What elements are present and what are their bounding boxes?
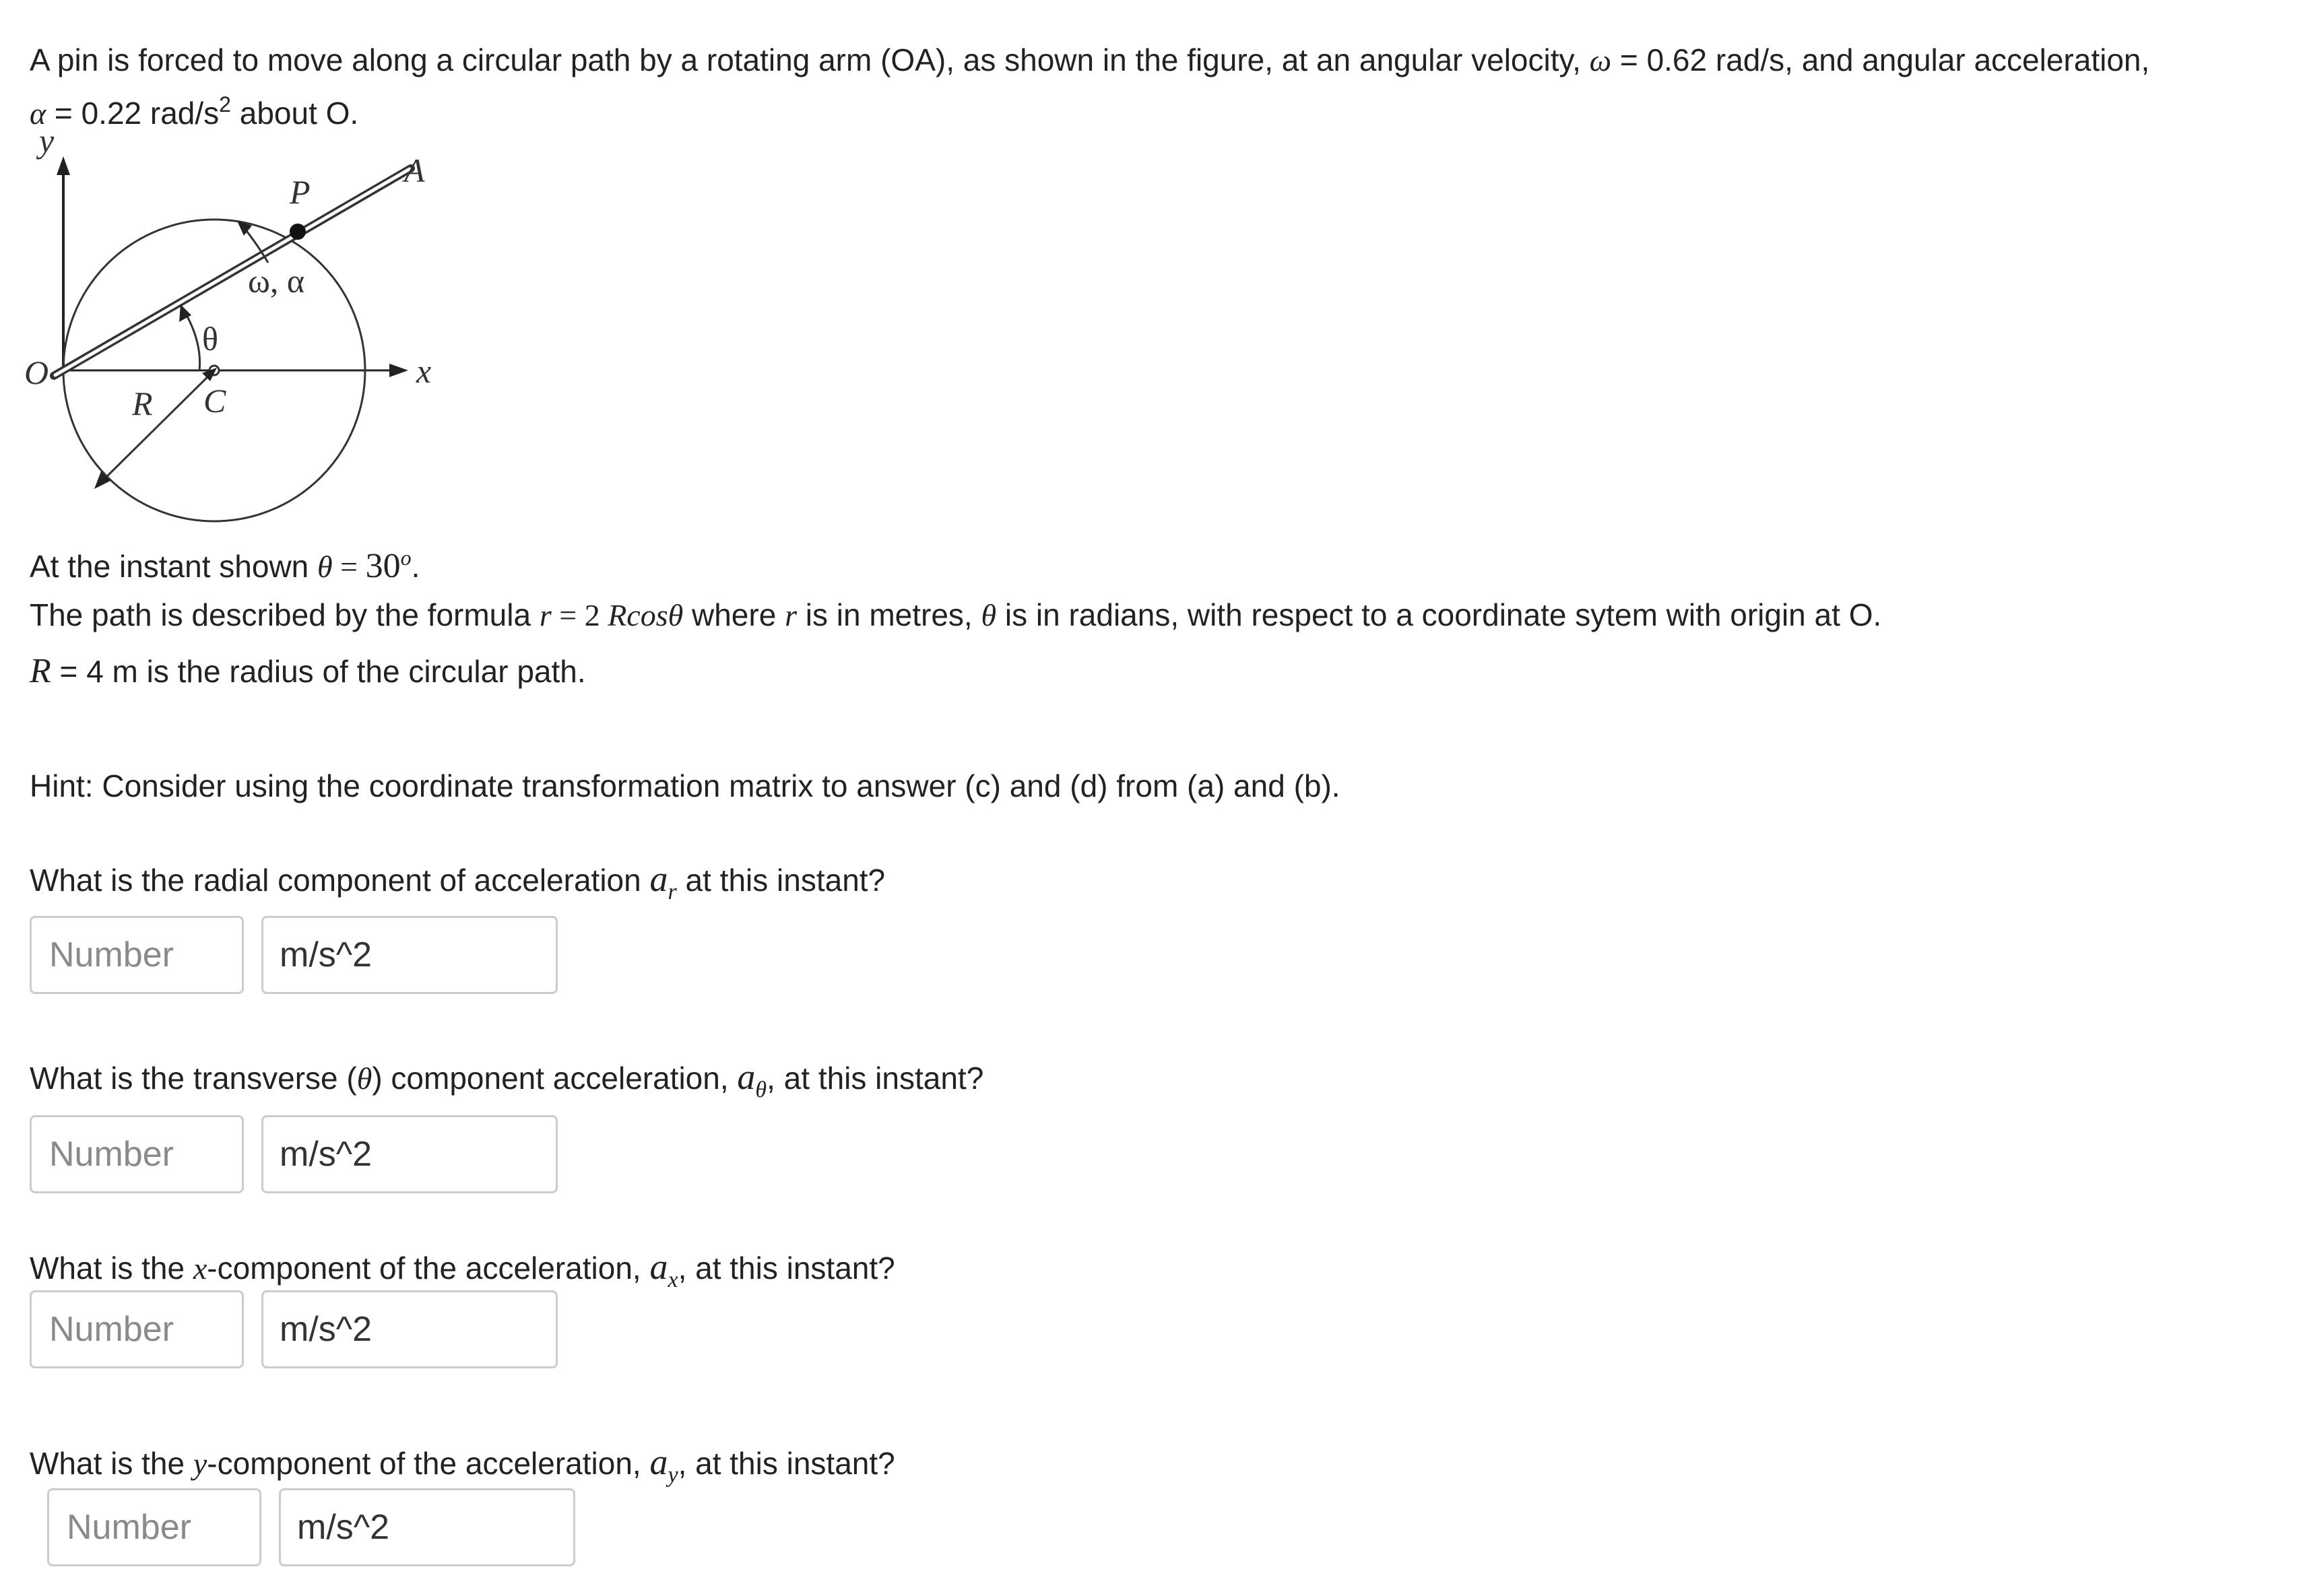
- alpha-value: = 0.22 rad/s: [46, 96, 220, 131]
- question-transverse-sub: θ: [755, 1077, 767, 1102]
- path-middle2: is in metres,: [796, 597, 981, 632]
- question-transverse-mid: ) component acceleration,: [372, 1061, 738, 1096]
- radial-unit-box: m/s^2: [261, 916, 558, 994]
- question-y-mid: -component of the acceleration,: [207, 1446, 650, 1481]
- question-y-symbol: a: [649, 1442, 668, 1482]
- omega-value: = 0.62 rad/s, and angular acceleration,: [1611, 42, 2150, 77]
- label-r: R: [132, 385, 153, 422]
- theta-arc: [186, 314, 200, 370]
- instant-line: [30, 535, 420, 589]
- label-c: C: [203, 382, 226, 420]
- path-theta: θ: [981, 598, 997, 632]
- question-radial-sub: r: [668, 879, 677, 904]
- label-o: O: [24, 354, 49, 391]
- question-transverse-prefix: What is the transverse (: [30, 1061, 357, 1096]
- radius-line: [101, 370, 214, 482]
- instant-suffix: .: [411, 549, 420, 584]
- question-x-symbol: a: [649, 1246, 668, 1287]
- path-middle: where: [683, 597, 785, 632]
- transverse-acceleration-input[interactable]: [30, 1115, 244, 1193]
- path-eq: = 2: [551, 598, 608, 632]
- radius-line-text: [30, 649, 586, 694]
- instant-eq: =: [332, 550, 366, 584]
- rotating-arm-inner: [55, 169, 410, 375]
- transverse-unit-box: m/s^2: [261, 1115, 558, 1193]
- radius-symbol: R: [30, 652, 51, 690]
- question-y-var: y: [193, 1447, 207, 1481]
- question-radial: [30, 857, 885, 915]
- question-radial-suffix: at this instant?: [676, 863, 886, 898]
- radial-acceleration-input[interactable]: [30, 916, 244, 994]
- question-x-var: x: [193, 1251, 207, 1286]
- instant-value: 30: [365, 547, 401, 585]
- instant-degree: o: [400, 545, 412, 570]
- instant-prefix: At the instant shown: [30, 549, 318, 584]
- label-x: x: [416, 352, 432, 390]
- path-formula: Rcosθ: [608, 598, 684, 632]
- question-transverse-theta: θ: [356, 1061, 373, 1096]
- question-x-suffix: , at this instant?: [678, 1251, 895, 1286]
- question-x-mid: -component of the acceleration,: [207, 1251, 650, 1286]
- y-axis-arrow-icon: [57, 156, 70, 175]
- path-suffix: is in radians, with respect to a coordinate sytem with origin at O.: [996, 597, 1882, 632]
- alpha-suffix: about O.: [230, 96, 359, 131]
- label-y: y: [39, 128, 55, 160]
- y-unit-box: m/s^2: [279, 1488, 575, 1566]
- path-line: [30, 593, 1881, 638]
- mechanism-figure: [0, 128, 445, 532]
- label-omega-alpha: ω, α: [248, 262, 305, 300]
- intro-text: A pin is forced to move along a circular path by a rotating arm (OA), as shown in the figure, at an angular velocity,: [30, 42, 1590, 77]
- question-x-sub: x: [668, 1267, 678, 1292]
- question-transverse: [30, 1055, 983, 1112]
- omega-symbol: ω: [1589, 43, 1612, 77]
- hint-text: Hint: Consider using the coordinate transformation matrix to answer (c) and (d) from (a) and (b).: [30, 768, 1340, 803]
- question-transverse-symbol: a: [737, 1057, 756, 1097]
- path-prefix: The path is described by the formula: [30, 597, 540, 632]
- path-r: r: [539, 598, 552, 632]
- x-axis-arrow-icon: [389, 364, 408, 377]
- label-p: P: [290, 173, 311, 211]
- instant-theta: θ: [317, 550, 333, 584]
- alpha-symbol: α: [30, 96, 46, 131]
- question-y-suffix: , at this instant?: [678, 1446, 895, 1481]
- question-y-prefix: What is the: [30, 1446, 193, 1481]
- question-y-sub: y: [668, 1463, 678, 1488]
- y-acceleration-input[interactable]: [47, 1488, 261, 1566]
- intro-line-1: [30, 38, 2149, 83]
- label-a: A: [404, 152, 425, 189]
- path-r2: r: [785, 598, 797, 632]
- question-x-prefix: What is the: [30, 1251, 193, 1286]
- question-radial-prefix: What is the radial component of acceleration: [30, 863, 650, 898]
- label-theta: θ: [202, 320, 218, 358]
- alpha-exponent: 2: [219, 92, 231, 117]
- question-transverse-suffix: , at this instant?: [767, 1061, 984, 1096]
- x-acceleration-input[interactable]: [30, 1290, 244, 1368]
- x-unit-box: m/s^2: [261, 1290, 558, 1368]
- pin-p: [290, 224, 306, 240]
- question-radial-symbol: a: [649, 859, 668, 899]
- radius-suffix: = 4 m is the radius of the circular path.: [51, 654, 586, 689]
